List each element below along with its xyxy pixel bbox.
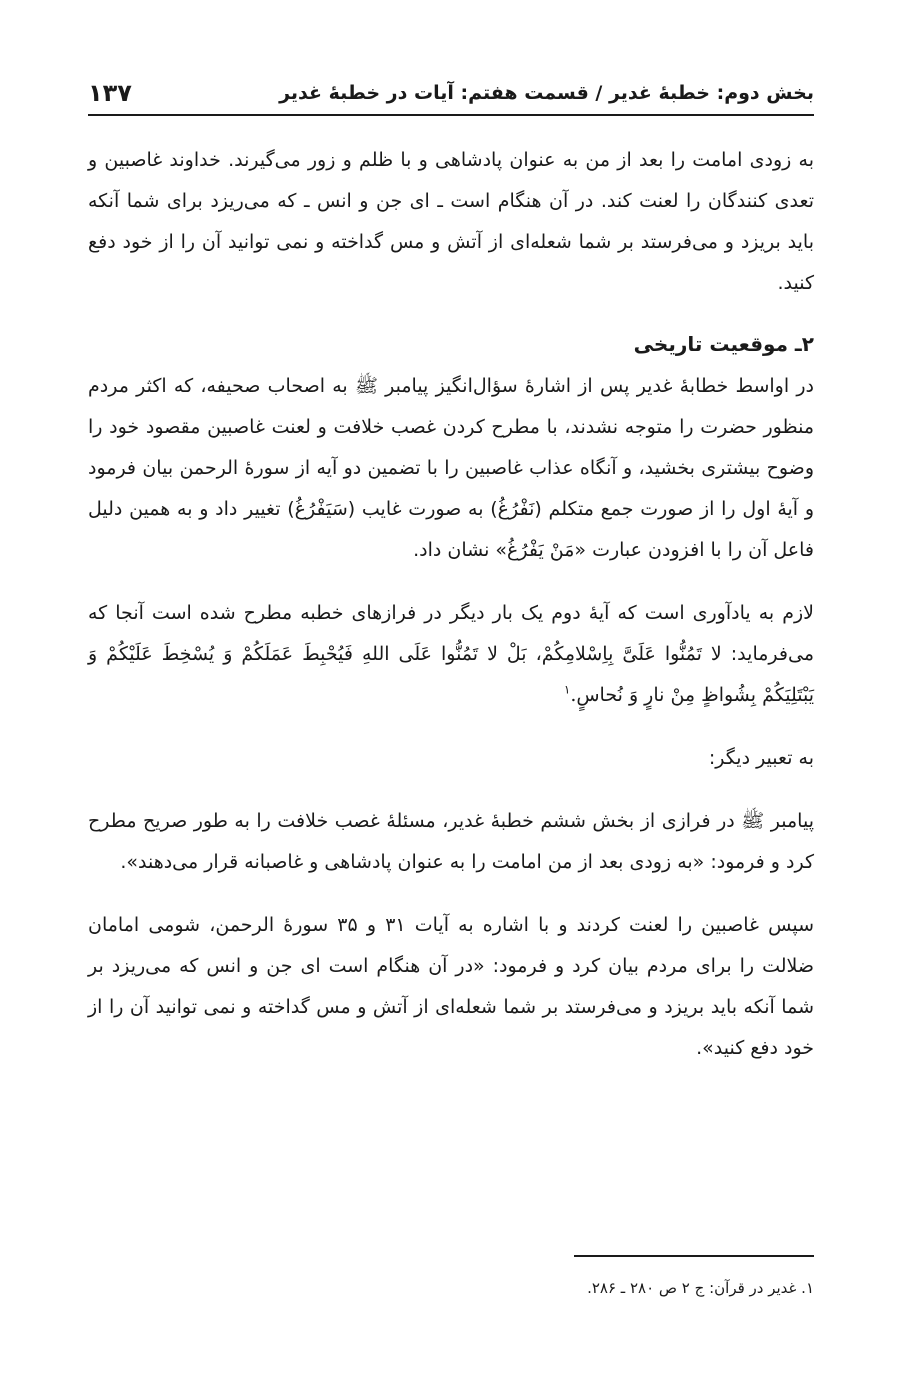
paragraph-3 [88,593,814,716]
paragraph-4: به تعبیر دیگر: [708,747,814,769]
page-header [88,72,814,116]
section-heading: ۲ـ موقعیت تاریخی [633,332,814,356]
page-number: ۱۳۷ [88,79,132,107]
running-head: بخش دوم: خطبهٔ غدیر / قسمت هفتم: آیات در خطبهٔ غدیر [279,82,814,104]
main-text [88,140,814,1069]
arabic-quote: لا تَمُنُّوا عَلَیَّ بِاِسْلامِکُمْ، بَلْ لا تَمُنُّوا عَلَی اللهِ فَیُحْبِطَ عَمَلَکُمْ وَ یُسْخِطَ عَلَیْکُمْ وَ یَبْتَلِیَکُمْ بِشُواظٍ مِنْ نارٍ وَ نُحاسٍ. [88,643,814,706]
footnote-reference[interactable]: ۱ [563,682,571,697]
footnote-divider [574,1255,814,1257]
paragraph-2: در اواسط خطابهٔ غدیر پس از اشارهٔ سؤال‌انگیز پیامبر ﷺ به اصحاب صحیفه، که اکثر مردم منظور حضرت را متوجه نشدند، با مطرح کردن غصب خلافت و لعنت غاصبین مقصود خود را وضوح بیشتری بخشید، و آنگاه عذاب غاصبین را با تضمین دو آیه از سورهٔ الرحمن بیان فرمود و آیهٔ اول را از صورت جمع متکلم (نَفْرُغُ) به صورت غایب (سَیَفْرُغُ) تغییر داد و به همین دلیل فاعل آن را با افزودن عبارت «مَنْ یَفْرُغُ» نشان داد. [88,375,814,561]
paragraph-1: به زودی امامت را بعد از من به عنوان پادشاهی و با ظلم و زور می‌گیرند. خداوند غاصبین و تعدی کنندگان را لعنت کند. در آن هنگام است ـ ای جن و انس ـ که می‌ریزد برای شما آنکه باید بریزد و می‌فرستد بر شما شعله‌ای از آتش و مس گداخته و نمی توانید آن را از خود دفع کنید. [88,149,814,294]
paragraph-3-intro: لازم به یادآوری است که آیهٔ دوم یک بار دیگر در فرازهای خطبه مطرح شده است آنجا که می‌فرماید: [88,602,814,665]
paragraph-6: سپس غاصبین را لعنت کردند و با اشاره به آیات ۳۱ و ۳۵ سورهٔ الرحمن، شومی امامان ضلالت را برای مردم بیان کرد و فرمود: «در آن هنگام است ای جن و انس که می‌ریزد بر شما آنکه باید بریزد و می‌فرستد بر شما شعله‌ای از آتش و مس گداخته و نمی توانید آن را از خود دفع کنید». [88,914,814,1059]
footnote: ۱. غدیر در قرآن: ج ۲ ص ۲۸۰ ـ ۲۸۶. [587,1279,814,1297]
paragraph-5: پیامبر ﷺ در فرازی از بخش ششم خطبهٔ غدیر، مسئلهٔ غصب خلافت را به طور صریح مطرح کرد و فرمود: «به زودی بعد از من امامت را به عنوان پادشاهی و غاصبانه قرار می‌دهند». [88,810,814,873]
